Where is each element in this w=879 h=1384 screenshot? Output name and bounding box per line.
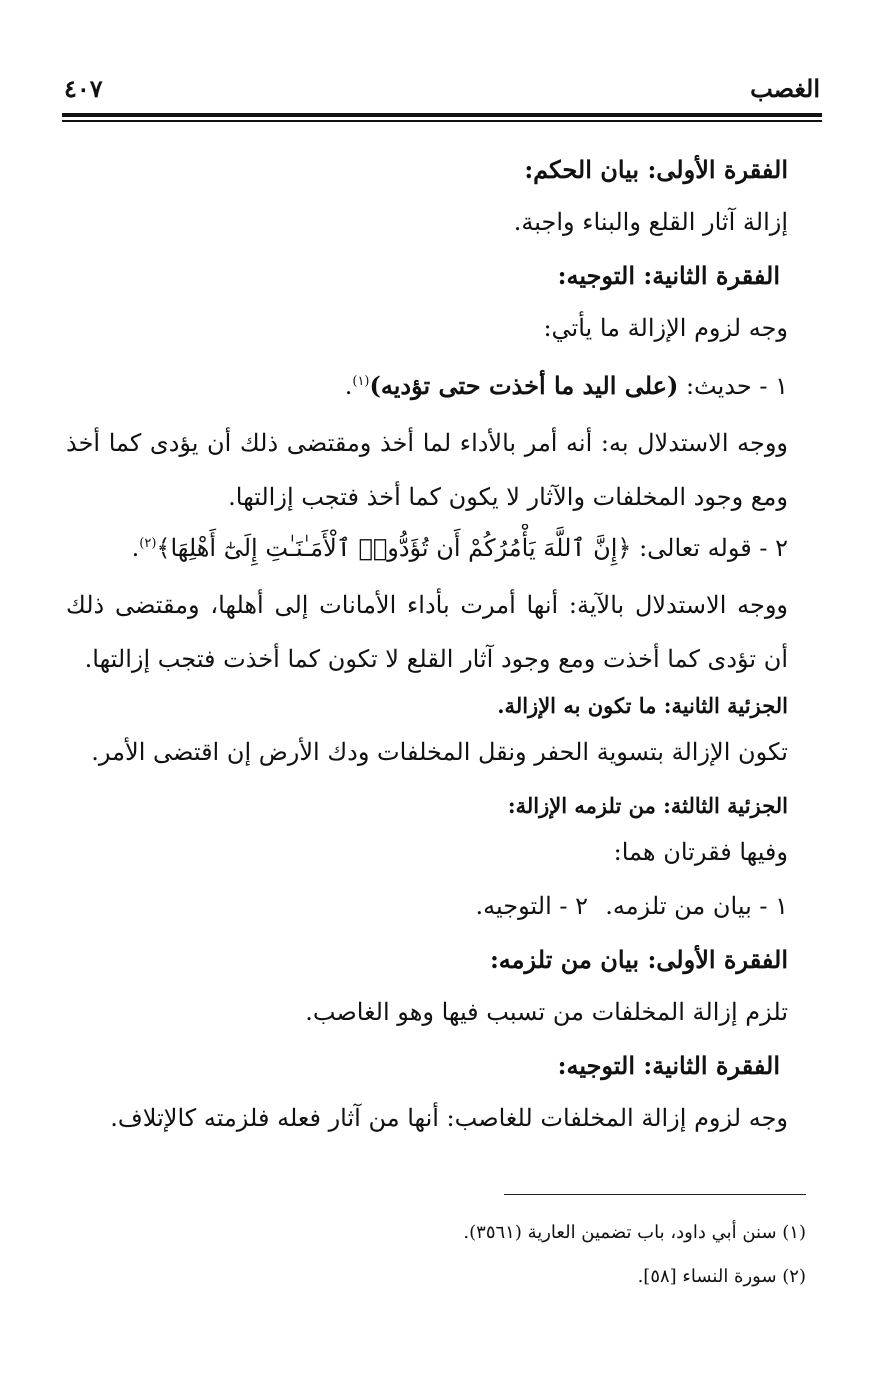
footnote-divider: [504, 1194, 806, 1195]
footnotes: [300, 1220, 806, 1308]
paragraph-text: إزالة آثار القلع والبناء واجبة.: [513, 208, 788, 236]
paragraph-text: تلزم إزالة المخلفات من تسبب فيها وهو الغاصب.: [305, 998, 788, 1026]
punctuation: .: [131, 534, 140, 562]
paragraph-text: ووجه الاستدلال به: أنه أمر بالأداء لما أخذ ومقتضى ذلك أن يؤدى كما أخذ ومع وجود المخلفات والآثار لا يكون كما أخذ فتجب إزالتها.: [66, 429, 788, 511]
paragraph-text: وفيها فقرتان هما:: [613, 838, 788, 866]
body-text: [66, 150, 788, 1152]
item-number: ٢ - قوله تعالى:: [631, 534, 788, 562]
footnote-marker[interactable]: (٢): [139, 536, 157, 551]
verse-item: [66, 524, 788, 578]
hadith-quote: (على اليد ما أخذت حتى تؤديه): [369, 371, 679, 400]
footnote: (٢) سورة النساء [٥٨].: [637, 1266, 806, 1287]
punctuation: .: [344, 372, 353, 400]
header-rule-thick: [62, 113, 822, 117]
paragraph-heading: الفقرة الثانية: التوجيه:: [557, 1051, 780, 1080]
list-item: ١ - بيان من تلزمه.: [605, 892, 788, 920]
hadith-item: [66, 362, 788, 416]
section-heading: الجزئية الثالثة: من تلزمه الإزالة:: [507, 793, 788, 818]
numbered-list: [66, 886, 788, 940]
section-heading: الجزئية الثانية: ما تكون به الإزالة.: [497, 693, 788, 718]
header-rule-thin: [62, 120, 822, 122]
running-title: الغصب: [750, 74, 820, 103]
quran-verse: ﴿إِنَّ ٱللَّهَ يَأْمُرُكُمْ أَن تُؤَدُّوا۟ ٱلْأَمَـٰنَـٰتِ إِلَىٰٓ أَهْلِهَا﴾: [156, 534, 632, 562]
page-number: ٤٠٧: [64, 74, 103, 103]
running-head: [64, 72, 820, 106]
paragraph-heading: الفقرة الأولى: بيان الحكم:: [524, 155, 788, 184]
paragraph-text: وجه لزوم إزالة المخلفات للغاصب: أنها من آثار فعله فلزمته كالإتلاف.: [110, 1104, 788, 1132]
item-number: ١ - حديث:: [678, 372, 788, 400]
paragraph-text: ووجه الاستدلال بالآية: أنها أمرت بأداء الأمانات إلى أهلها، ومقتضى ذلك أن تؤدى كما أخذت ومع وجود آثار القلع لا تكون كما أخذت فتجب إزالتها.: [66, 591, 788, 673]
paragraph-heading: الفقرة الثانية: التوجيه:: [557, 261, 780, 290]
footnote: (١) سنن أبي داود، باب تضمين العارية (٣٥٦١).: [463, 1222, 806, 1243]
list-item: ٢ - التوجيه.: [475, 892, 588, 920]
footnote-marker[interactable]: (١): [352, 374, 370, 389]
paragraph-text: تكون الإزالة بتسوية الحفر ونقل المخلفات ودك الأرض إن اقتضى الأمر.: [91, 738, 788, 766]
paragraph-heading: الفقرة الأولى: بيان من تلزمه:: [489, 945, 788, 974]
paragraph-text: وجه لزوم الإزالة ما يأتي:: [543, 314, 788, 342]
